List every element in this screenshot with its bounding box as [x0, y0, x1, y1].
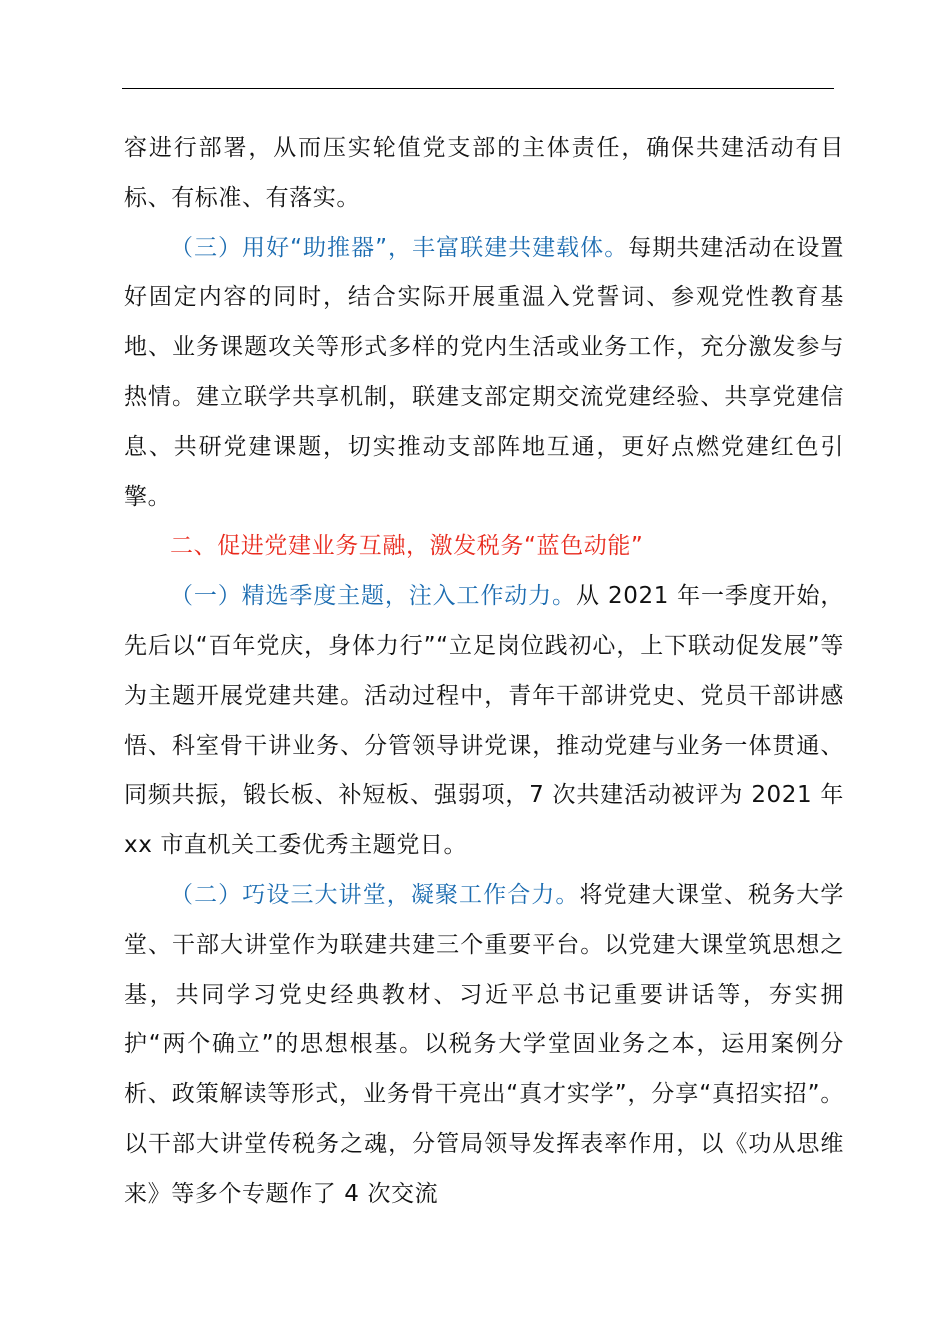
body-text: [124, 124, 844, 1220]
paragraph-text: 容进行部署，从而压实轮值党支部的主体责任，确保共建活动有目标、有标准、有落实。: [124, 135, 844, 211]
section-heading-red: 二、促进党建业务互融，激发税务“蓝色动能”: [170, 533, 644, 560]
subheading-blue: （二）巧设三大讲堂，凝聚工作合力。: [170, 881, 580, 908]
subheading-blue: （一）精选季度主题，注入工作动力。: [170, 583, 576, 610]
header-rule: [122, 88, 834, 89]
paragraph-section-1: [124, 572, 844, 871]
subheading-blue: （三）用好“助推器”，丰富联建共建载体。: [170, 234, 629, 261]
paragraph-text: 从 2021 年一季度开始，先后以“百年党庆，身体力行”“立足岗位践初心，上下联动促发展”等为主题开展党建共建。活动过程中，青年干部讲党史、党员干部讲感悟、科室骨干讲业务、分管领导讲党课，推动党建与业务一体贯通、同频共振，锻长板、补短板、强弱项，7 次共建活动被评为 2021 年 xx 市直机关工委优秀主题党日。: [124, 583, 844, 859]
paragraph-text: 将党建大课堂、税务大学堂、干部大讲堂作为联建共建三个重要平台。以党建大课堂筑思想之基，共同学习党史经典教材、习近平总书记重要讲话等，夯实拥护“两个确立”的思想根基。以税务大学堂固业务之本，运用案例分析、政策解读等形式，业务骨干亮出“真才实学”，分享“真招实招”。以干部大讲堂传税务之魂，分管局领导发挥表率作用，以《功从思维来》等多个专题作了 4 次交流: [124, 881, 844, 1207]
paragraph-text: 每期共建活动在设置好固定内容的同时，结合实际开展重温入党誓词、参观党性教育基地、业务课题攻关等形式多样的党内生活或业务工作，充分激发参与热情。建立联学共享机制，联建支部定期交流党建经验、共享党建信息、共研党建课题，切实推动支部阵地互通，更好点燃党建红色引擎。: [124, 234, 844, 510]
paragraph-section-3: [124, 224, 844, 523]
paragraph-section-2: [124, 871, 844, 1220]
paragraph-continuation: [124, 124, 844, 224]
